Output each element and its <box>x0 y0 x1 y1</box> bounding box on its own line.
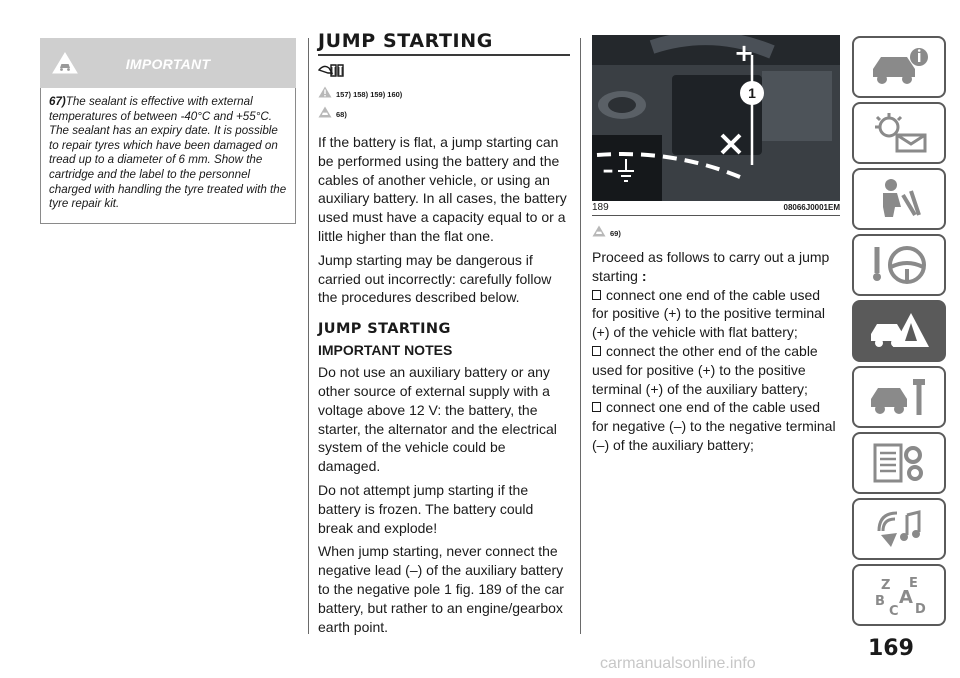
checkbox-square-icon <box>592 290 601 300</box>
index-icon <box>867 573 931 617</box>
index-letter: Z <box>881 578 891 593</box>
procedure-intro <box>592 248 840 286</box>
caution-car-icon <box>318 105 332 123</box>
warning-triangle-icon <box>318 85 332 103</box>
tab-safety[interactable] <box>852 168 946 230</box>
photo-callout-1: 1 <box>748 85 756 101</box>
caution-ref-row <box>318 105 570 123</box>
index-letter: E <box>909 576 918 591</box>
important-notes-heading: IMPORTANT NOTES <box>318 342 453 359</box>
step-item <box>592 398 840 454</box>
tab-index[interactable] <box>852 564 946 626</box>
watermark: carmanualsonline.info <box>600 655 756 672</box>
tab-vehicle-info[interactable] <box>852 36 946 98</box>
photo-plus-sign: + <box>733 39 755 67</box>
safety-icon <box>867 177 931 221</box>
note-number: 67) <box>49 95 66 108</box>
caution-ref: 69) <box>610 228 621 238</box>
notes-paragraph-1: Do not use an auxiliary battery or any other source of external supply with a voltage above 12 V: the battery, the starter, the alternator and the electrical system of the vehicle could be damaged. <box>318 364 557 475</box>
figure-number: 189 <box>592 202 609 213</box>
figure-code: 08066J0001EM <box>783 203 840 212</box>
tab-maintenance[interactable] <box>852 366 946 428</box>
note-text: The sealant is effective with external temperatures of between -40°C and +55°C. The sealant has an expiry date. It is possible to repair tyres which have been damaged on tread up to a diameter of 6 mm. Show the cartridge and the label to the personnel charged with handling the tyre treated with the tyre repair kit. <box>49 95 287 211</box>
tab-warning-lights[interactable] <box>852 102 946 164</box>
figure-caption <box>592 202 840 216</box>
right-column <box>592 35 840 455</box>
tab-starting-driving[interactable] <box>852 234 946 296</box>
step-item <box>592 342 840 398</box>
warning-lights-icon <box>867 111 931 155</box>
notes-paragraph-2: Do not attempt jump starting if the battery is frozen. The battery could break and explode! <box>318 481 534 536</box>
emergency-icon <box>867 309 931 353</box>
subsection-title: JUMP STARTING <box>318 321 451 338</box>
important-box <box>40 38 296 224</box>
intro-paragraph-2: Jump starting may be dangerous if carried out incorrectly: carefully follow the procedures described below. <box>318 251 552 306</box>
column-divider-right <box>580 38 581 634</box>
important-note <box>49 95 287 212</box>
step-text: connect one end of the cable used for positive (+) to the positive terminal (+) of the vehicle with flat battery; <box>592 286 826 341</box>
tab-technical-data[interactable] <box>852 432 946 494</box>
section-title: JUMP STARTING <box>318 30 570 56</box>
caution-ref: 68) <box>336 109 347 119</box>
car-info-icon <box>867 45 931 89</box>
page-number: 169 <box>868 636 914 661</box>
photo-minus-sign: – <box>602 158 614 183</box>
important-body <box>40 88 296 224</box>
procedure-intro-colon: : <box>641 267 647 284</box>
index-letter: A <box>899 587 913 608</box>
important-title: IMPORTANT <box>125 56 211 72</box>
manual-icon-row <box>318 62 570 83</box>
battery-illustration <box>592 35 840 201</box>
procedure-intro-text: Proceed as follows to carry out a jump starting <box>592 249 830 284</box>
tab-multimedia[interactable] <box>852 498 946 560</box>
main-column <box>318 30 570 636</box>
technical-data-icon <box>867 441 931 485</box>
checkbox-square-icon <box>592 346 601 356</box>
step-item <box>592 286 840 342</box>
index-letter: B <box>875 594 885 609</box>
notes-paragraph-3: When jump starting, never connect the negative lead (–) of the auxiliary battery to the negative pole 1 fig. 189 of the car battery, but rather to an engine/gearbox earth point. <box>318 543 564 635</box>
warning-refs-row <box>318 85 570 103</box>
index-letter: C <box>889 604 899 617</box>
tab-emergency[interactable] <box>852 300 946 362</box>
driving-icon <box>867 243 931 287</box>
chapter-tab-bar <box>852 36 946 630</box>
step-text: connect one end of the cable used for negative (–) to the negative terminal (–) of the auxiliary battery; <box>592 399 836 453</box>
column-divider-left <box>308 38 309 634</box>
step-text: connect the other end of the cable used for positive (+) to the positive terminal (+) of the auxiliary battery; <box>592 342 818 397</box>
engine-bay-photo <box>592 35 840 201</box>
index-letter: D <box>915 602 926 617</box>
intro-paragraph-1: If the battery is flat, a jump starting can be performed using the battery and the cables of another vehicle, or using an auxiliary battery. In all cases, the battery used must have a capacity equal to or a little higher than the flat one. <box>318 134 567 244</box>
important-header <box>40 38 296 88</box>
multimedia-icon <box>867 507 931 551</box>
caution-car-icon <box>592 224 606 242</box>
maintenance-icon <box>867 375 931 419</box>
warning-refs: 157) 158) 159) 160) <box>336 89 403 99</box>
checkbox-square-icon <box>592 402 601 412</box>
right-caution-row <box>592 224 840 242</box>
read-manual-icon <box>318 62 348 83</box>
